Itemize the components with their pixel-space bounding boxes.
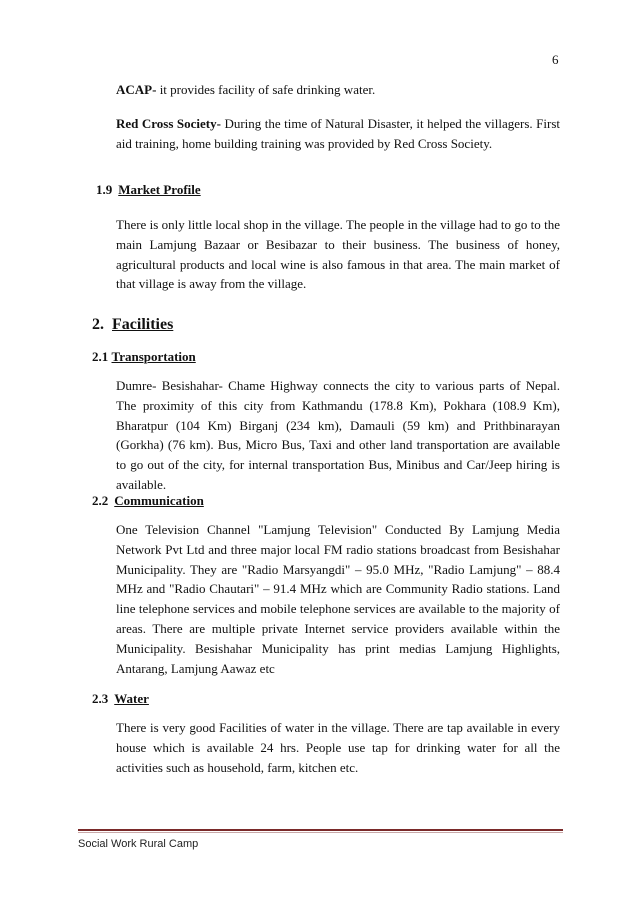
acap-term: ACAP- [116, 82, 157, 97]
red-cross-term: Red Cross Society- [116, 116, 221, 131]
communication-title: Communication [114, 493, 204, 508]
communication-number: 2.2 [92, 493, 109, 508]
facilities-heading [92, 316, 173, 334]
facilities-number: 2. [92, 316, 104, 333]
red-cross-paragraph [116, 114, 560, 154]
red-cross-text: During the time of Natural Disaster, it helped the villagers. First aid training, home building training was provided by Red Cross Society. [116, 116, 560, 151]
water-heading [92, 691, 149, 707]
market-profile-title: Market Profile [118, 182, 201, 197]
facilities-title: Facilities [112, 316, 174, 333]
transportation-number: 2.1 [92, 349, 109, 364]
market-profile-number: 1.9 [96, 182, 113, 197]
market-profile-body: There is only little local shop in the village. The people in the village had to go to the main Lamjung Bazaar or Besibazar to their business. The business of honey, agricultural products and local wine is also famous in that area. The main market of that village is away from the village. [116, 217, 560, 292]
water-title: Water [114, 691, 149, 706]
transportation-heading [92, 349, 196, 365]
transportation-title: Transportation [111, 349, 196, 364]
page-number: 6 [552, 52, 559, 67]
communication-heading [92, 493, 204, 509]
market-profile-heading [96, 182, 201, 198]
transportation-body: Dumre- Besishahar- Chame Highway connects the city to various parts of Nepal. The proximity of this city from Kathmandu (178.8 Km), Pokhara (108.9 Km), Bharatpur (104 Km) Birganj (234 km), Damauli (59 km) and Prithbinarayan (Gorkha) (76 km). Bus, Micro Bus, Taxi and other land transportation are available to go out of the city, for internal transportation Bus, Minibus and Car/Jeep hiring is available. [116, 378, 560, 492]
footer-text: Social Work Rural Camp [78, 838, 199, 850]
water-number: 2.3 [92, 691, 109, 706]
footer-rule [78, 829, 563, 831]
acap-paragraph [116, 80, 560, 100]
water-body: There is very good Facilities of water in the village. There are tap available in every house which is available 24 hrs. People use tap for drinking water for all the activities such as household, farm, kitchen etc. [116, 720, 560, 775]
footer-rule-secondary [78, 832, 563, 833]
acap-text: it provides facility of safe drinking water. [156, 82, 376, 97]
communication-body: One Television Channel "Lamjung Television" Conducted By Lamjung Media Network Pvt Ltd and three major local FM radio stations broadcast from Besishahar Municipality. They are "Radio Marsyangdi" – 95.0 MHz, "Radio Lamjung" – 88.4 MHz and "Radio Chautari" – 91.4 MHz which are Community Radio stations. Land line telephone services and mobile telephone services are available to the majority of areas. There are multiple private Internet service providers available within the Municipality. Besishahar Municipality has print medias Lamjung Highlights, Antarang, Lamjung Aawaz etc [116, 522, 560, 676]
